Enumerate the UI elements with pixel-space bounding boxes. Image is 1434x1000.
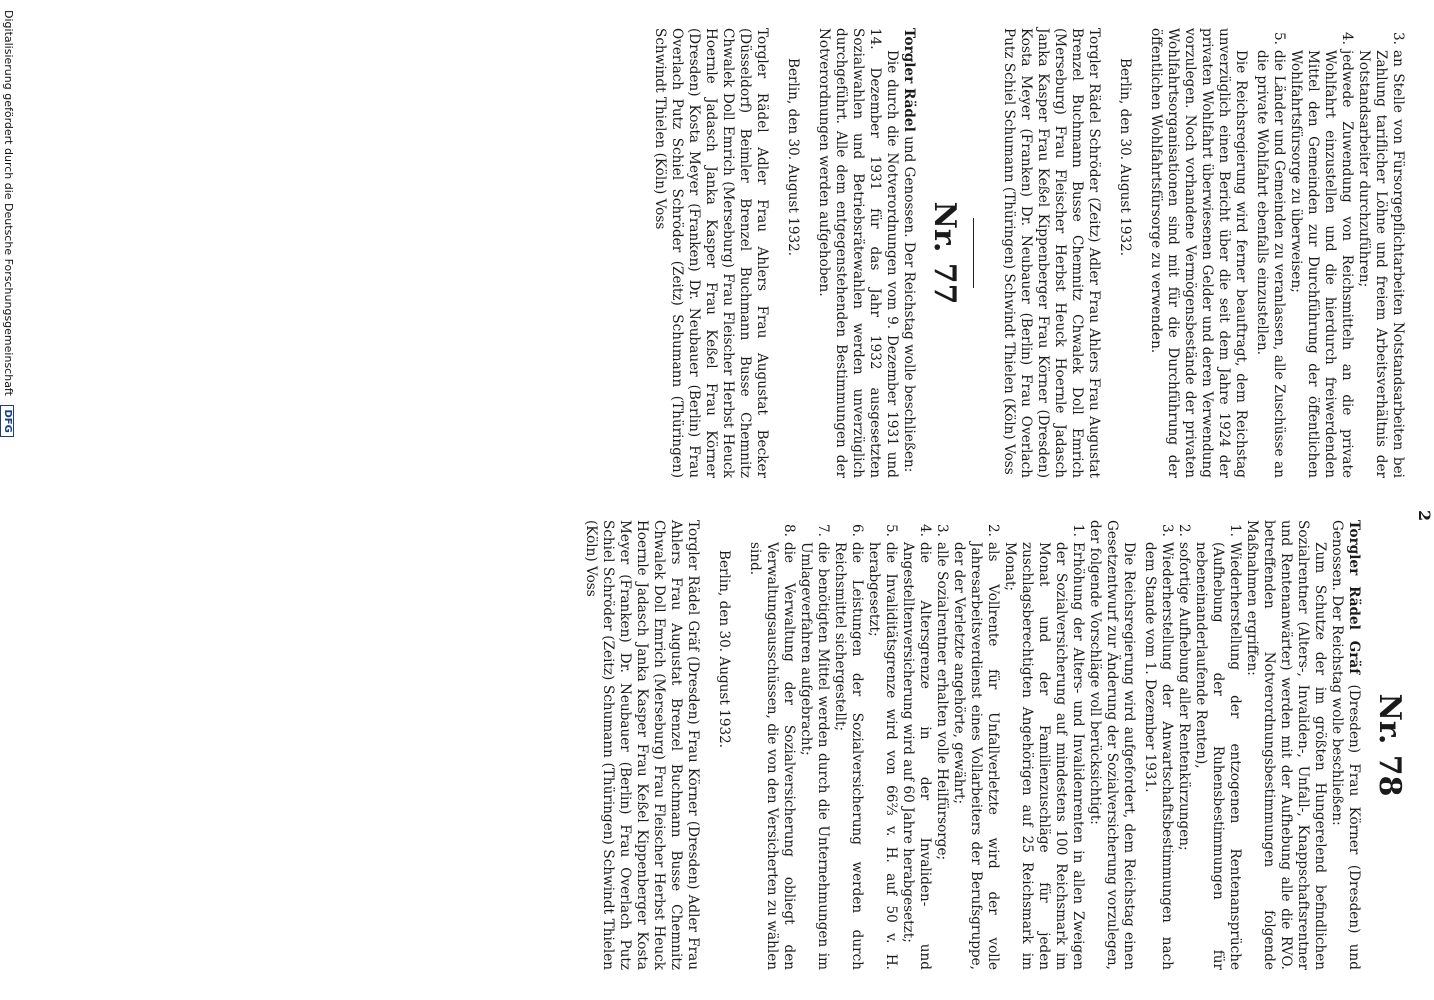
list-item [746,520,797,970]
list-item [1287,28,1355,478]
item-text: die Altersgrenze in der Invaliden- und Angestelltenversicherung wird auf 60 Jahre herabgesetzt; [900,542,933,970]
item-text: Wiederherstellung der entzogenen Rentenansprüche (Aufhebung der Ruhensbestimmungen für nebeneinanderlaufende Renten), [1193,542,1243,970]
motion-lead [900,28,917,478]
item-number: 6. [849,524,865,537]
motion-heading: Nr. 78 [1372,693,1407,797]
right-column [582,520,1434,970]
item-text: die Länder und Gemeinden zu veranlassen, alle Zuschüsse an die private Wohlfahrt ebenfalls einzustellen. [1254,50,1287,478]
page-number: 2 [1415,510,1434,522]
list-item [933,520,950,970]
credit-text: Digitalisierung gefördert durch die Deutsche Forschungsgemeinschaft [2,10,15,396]
item-number: 5. [1271,32,1287,45]
motion-intro: Zum Schutze der im größten Hungerelend befindlichen Sozialrentner (Alters-, Invaliden-, Unfall-, Knappschaftsrentner und Rentenanwärter) werden mit der Aufhebung alle die RVO. betreffenden Notverordnungsbestimmungen folgende Maßnahmen ergriffen: [1244,520,1328,970]
list-item [1141,520,1175,970]
list-item [1192,520,1243,970]
date-line: Berlin, den 30. August 1932. [785,58,801,257]
date-line: Berlin, den 30. August 1932. [1117,58,1133,257]
item-text: die Leistungen der Sozialversicherung werden durch Reichsmittel sichergestellt; [832,542,865,970]
list-item [831,520,865,970]
proposer-names: Torgler Rädel Gräf [1346,520,1362,675]
item-text: die benötigten Mittel werden durch die Unternehmungen im Umlageverfahren aufgebracht; [798,542,831,970]
date-line: Berlin, den 30. August 1932. [716,550,732,749]
list-item [1253,28,1287,478]
digitization-credit [0,10,16,1000]
item-number: 1. [1227,524,1243,537]
item-number: 4. [1339,32,1355,45]
item-number: 2. [985,524,1001,537]
list-item [950,520,1001,970]
item-text: jedwede Zuwendung von Reichsmitteln an die private Wohlfahrt einzustellen und die hierdurch freiwerdenden Mittel den Gemeinden zur Durchführung der öffentlichen Wohlfahrtsfürsorge zu überweisen; [1288,50,1355,478]
left-column [651,28,1434,478]
item-number: 5. [883,524,899,537]
signatories: Torgler Rädel Gräf (Dresden) Frau Körner (Dresden) Adler Frau Ahlers Frau Augustat Brenzel Buchmann Busse Chemnitz Chwalek Doll Emrich (Merseburg) Frau Fleischer Herbst Heuck Hoernle Jadasch Janka Kasper Frau Keßel Kippenberger Kosta Meyer (Franken) Dr. Neubauer (Berlin) Frau Overlach Putz Schiel Schröder (Zeitz) Schumann (Thüringen) Schwindt Thielen (Köln) Voss [583,520,701,970]
item-number: 3. [1159,524,1175,537]
item-text: als Vollrente für Unfallverletzte wird der volle Jahresarbeitsverdienst eines Vollarbeiters der Berufsgruppe, der der Verletzte angehörte, gewährt; [951,542,1001,970]
signatories: Torgler Rädel Adler Frau Ahlers Frau Augustat Becker (Düsseldorf) Beimler Brenzel Buchmann Busse Chemnitz Chwalek Doll Emrich (Merseburg) Frau Fleischer Herbst Heuck Hoernle Jadasch Janka Kasper Frau Keßel Frau Körner (Dresden) Kosta Meyer (Franken) Dr. Neubauer (Berlin) Frau Overlach Putz Schiel Schröder (Zeitz) Schumann (Thüringen) Schwindt Thielen (Köln) Voss [652,28,770,478]
item-number: 3. [1390,32,1406,45]
lead-text: und Genossen. Der Reichstag wolle beschließen: [901,136,917,473]
lead-text: (Dresden) Frau Körner (Dresden) und Genossen. Der Reichstag wolle beschließen: [1329,520,1362,970]
item-number: 7. [815,524,831,537]
item-text: Wiederherstellung der Anwartschaftsbestimmungen nach dem Stande vom 1. Dezember 1931. [1142,542,1175,970]
dfg-logo: DFG [0,405,14,436]
item-number: 3. [934,524,950,537]
list-item [1175,520,1192,970]
item-number: 2. [1176,524,1192,537]
item-text: Erhöhung der Alters- und Invalidenrenten in allen Zweigen der Sozialversicherung auf mindestens 100 Reichsmark im Monat und der Familienzuschläge für jeden zuschlagsberechtigten Angehörigen auf 25 Reichsmark im Monat; [1002,542,1086,970]
divider [973,218,974,288]
signatories: Torgler Rädel Schröder (Zeitz) Adler Frau Ahlers Frau Augustat Brenzel Buchmann Busse Chemnitz Chwalek Doll Emrich (Merseburg) Frau Fleischer Herbst Heuck Hoernle Jadasch Janka Kasper Frau Keßel Kippenberger Frau Körner (Dresden) Kosta Meyer (Franken) Dr. Neubauer (Berlin) Frau Overlach Putz Schiel Schumann (Thüringen) Schwindt Thielen (Köln) Voss [1001,28,1102,478]
list-item [899,520,933,970]
motion-text: Die durch die Notverordnungen vom 9. Dezember 1931 und 14. Dezember 1931 für das Jahr 1932 ausgesetzten Sozialwahlen und Betriebsrätewahlen werden unverzüglich durchgeführt. Alle dem entgegenstehenden Bestimmungen der Notverordnungen werden aufgehoben. [816,28,900,478]
item-text: an Stelle von Fürsorgepflichtarbeiten Notstandsarbeiten bei Zahlung tariflicher Löhne und freiem Arbeitsverhältnis der Notstandsarbeiter durchzuführen; [1356,50,1406,478]
list-item [797,520,831,970]
item-text: sofortige Aufhebung aller Rentenkürzungen; [1176,542,1192,851]
item-number: 1. [1070,524,1086,537]
item-text: die Invaliditätsgrenze wird von 66⅔ v. H. auf 50 v. H. herabgesetzt; [866,542,899,970]
item-number: 8. [781,524,797,537]
paragraph: Die Reichsregierung wird ferner beauftragt, dem Reichstag unverzüglich einen Bericht über die seit dem Jahre 1924 der privaten Wohlfahrt überwiesenen Gelder und deren Verwendung vorzulegen. Noch vorhandene Vermögensbestände der privaten Wohlfahrtsorganisationen sind mit für die Durchführung der öffentlichen Wohlfahrtsfürsorge zu verwenden. [1148,28,1249,478]
item-text: die Verwaltung der Sozialversicherung obliegt den Verwaltungsausschüssen, die von den Versicherten zu wählen sind. [747,542,797,970]
list-item [865,520,899,970]
list-item [1355,28,1406,478]
item-number: 4. [917,524,933,537]
list-item [1001,520,1086,970]
motion-heading: Nr. 77 [927,201,962,305]
motion-lead [1328,520,1362,970]
paragraph: Die Reichsregierung wird aufgefordert, dem Reichstag einen Gesetzentwurf zur Änderung der Sozialversicherung vorzulegen, der folgende Vorschläge voll berücksichtigt: [1087,520,1137,970]
proposer-names: Torgler Rädel [901,28,917,132]
item-text: alle Sozialrentner erhalten volle Heilfürsorge; [934,542,950,861]
